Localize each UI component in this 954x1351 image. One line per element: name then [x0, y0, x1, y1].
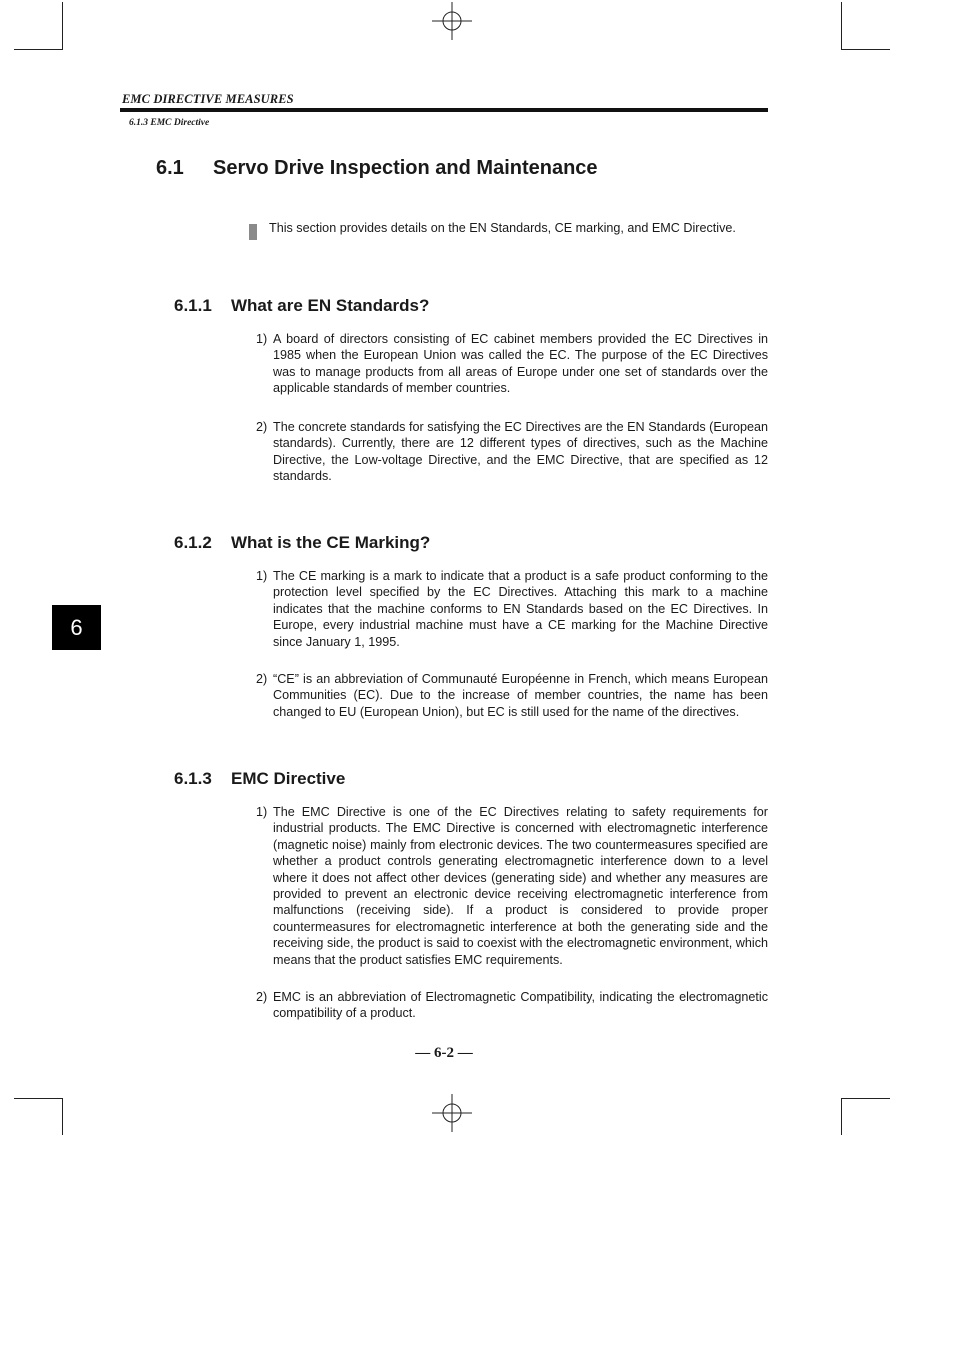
item-number: 2) [256, 672, 268, 686]
subsection-number: 6.1.1 [174, 296, 212, 315]
section-heading [156, 157, 598, 180]
item-text: The CE marking is a mark to indicate that a product is a safe product conforming to the protection level specified by the EC Directives. Attaching this mark to a machine indicates that the machine conforms to EN Standards based on the EC Directives. In Europe, every industrial machine must have a CE marking for the Machine Directive since January 1, 1995. [273, 569, 768, 649]
section-intro: This section provides details on the EN Standards, CE marking, and EMC Directive. [269, 221, 736, 235]
subsection-title: What are EN Standards? [231, 296, 430, 315]
item-number: 1) [256, 569, 268, 583]
list-item [256, 671, 768, 720]
chapter-tab: 6 [52, 605, 101, 650]
registration-mark-top [432, 2, 472, 40]
list-item [256, 989, 768, 1022]
subsection-title: EMC Directive [231, 769, 346, 788]
subsection-heading-6-1-3 [174, 769, 345, 789]
item-number: 2) [256, 420, 268, 434]
item-number: 1) [256, 805, 268, 819]
list-item [256, 568, 768, 650]
item-text: “CE” is an abbreviation of Communauté Européenne in French, which means European Communities (EC). Due to the increase of member countries, the name has been changed to EU (European Union), but EC is still used for the name of the directives. [273, 672, 768, 719]
list-item [256, 804, 768, 968]
list-item [256, 419, 768, 485]
page-number: — 6-2 — [415, 1045, 473, 1061]
item-text: EMC is an abbreviation of Electromagnetic Compatibility, indicating the electromagnetic compatibility of a product. [273, 990, 768, 1021]
section-title: Servo Drive Inspection and Maintenance [213, 157, 598, 179]
intro-marker [249, 224, 257, 240]
header-rule [120, 108, 768, 112]
subsection-number: 6.1.3 [174, 769, 212, 788]
list-item [256, 331, 768, 397]
item-text: The EMC Directive is one of the EC Directives relating to safety requirements for industrial products. The EMC Directive is concerned with electromagnetic interference (magnetic noise) mainly from electronic devices. The two countermeasures specified are whether a product controls generating electromagnetic interference down to a level where it does not affect other devices (generating side) and whether any measures are provided to prevent an electronic device receiving electromagnetic interference from malfunctions (receiving side). If a product is considered to provide proper countermeasures for electromagnetic interference at both the generating side and the receiving side, the product is said to coexist with the electromagnetic environment, which means that the product satisfies EMC requirements. [273, 805, 768, 967]
subsection-heading-6-1-1 [174, 296, 429, 316]
subsection-number: 6.1.2 [174, 533, 212, 552]
item-text: A board of directors consisting of EC cabinet members provided the EC Directives in 1985 when the European Union was called the EC. The purpose of the EC Directives was to manage products from all areas of Europe under one set of standards over the applicable standards of member countries. [273, 332, 768, 396]
running-header: EMC DIRECTIVE MEASURES [122, 92, 294, 106]
section-reference: 6.1.3 EMC Directive [129, 118, 210, 128]
section-number: 6.1 [156, 157, 184, 179]
item-number: 2) [256, 990, 268, 1004]
item-text: The concrete standards for satisfying the EC Directives are the EN Standards (European standards). Currently, there are 12 different types of directives, such as the Machine Directive, the Low-voltage Directive, and the EMC Directive, that are specified as 12 standards. [273, 420, 768, 484]
subsection-heading-6-1-2 [174, 533, 430, 553]
item-number: 1) [256, 332, 268, 346]
registration-mark-bottom [432, 1094, 472, 1132]
subsection-title: What is the CE Marking? [231, 533, 431, 552]
